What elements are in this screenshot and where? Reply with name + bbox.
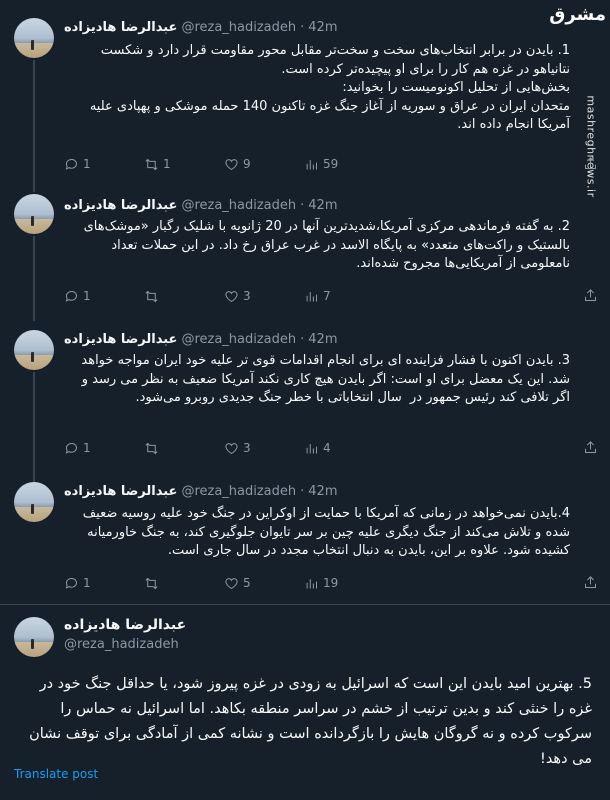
share-button[interactable] — [583, 156, 598, 175]
tweet-actions — [64, 440, 452, 456]
timestamp[interactable]: 42m — [308, 483, 338, 499]
retweet-icon — [144, 289, 159, 304]
avatar[interactable] — [14, 18, 54, 58]
like-button[interactable] — [224, 289, 304, 304]
separator-dot: · — [300, 197, 305, 213]
retweet-button[interactable] — [144, 576, 224, 591]
timestamp[interactable]: 42m — [308, 197, 338, 213]
like-count: 5 — [243, 576, 251, 590]
share-button[interactable] — [583, 440, 598, 459]
separator-dot: · — [300, 483, 305, 499]
retweet-icon — [144, 576, 159, 591]
tweet-text: 1. بایدن در برابر انتخاب‌های سخت و سخت‌تر مقابل محور مقاومت قرار دارد و شکست نتانیاهو در غزه هم کار را برای او پیچیده‌تر کرده است. بخش‌هایی از تحلیل اکونومیست را بخوانید: متحدان ایران در عراق و سوریه از آغاز جنگ غزه تاکنون 140 حمله موشکی و پهپادی علیه آمریکا انجام داده اند. — [89, 43, 570, 132]
views-button[interactable] — [304, 289, 384, 304]
timestamp[interactable]: 42m — [308, 19, 338, 35]
heart-icon — [224, 576, 239, 591]
author-handle[interactable]: @reza_hadizadeh — [181, 19, 297, 35]
share-icon — [583, 575, 598, 590]
author-handle[interactable]: @reza_hadizadeh — [181, 197, 297, 213]
share-button[interactable] — [583, 575, 598, 594]
avatar[interactable] — [14, 330, 54, 370]
reply-button[interactable] — [64, 289, 144, 304]
share-icon — [583, 440, 598, 455]
separator-dot: · — [300, 331, 305, 347]
heart-icon — [224, 289, 239, 304]
like-count: 9 — [243, 157, 251, 171]
reply-count: 1 — [83, 157, 91, 171]
reply-icon — [64, 441, 79, 456]
heart-icon — [224, 157, 239, 172]
views-count: 7 — [323, 289, 331, 303]
share-icon — [583, 156, 598, 171]
author-name[interactable]: عبدالرضا هادیزاده — [64, 331, 178, 347]
reply-button[interactable] — [64, 576, 144, 591]
views-button[interactable] — [304, 576, 384, 591]
tweet-actions — [64, 156, 452, 172]
views-button[interactable] — [304, 441, 384, 456]
like-button[interactable] — [224, 157, 304, 172]
mashregh-logo: مشرق — [549, 4, 606, 25]
tweet-actions — [64, 575, 452, 591]
author-name[interactable]: عبدالرضا هادیزاده — [64, 483, 178, 499]
retweet-button[interactable] — [144, 441, 224, 456]
reply-button[interactable] — [64, 157, 144, 172]
retweet-icon — [144, 157, 159, 172]
tweet-header — [64, 196, 570, 214]
views-button[interactable] — [304, 157, 384, 172]
retweet-count: 1 — [163, 157, 171, 171]
views-count: 4 — [323, 441, 331, 455]
reply-count: 1 — [83, 289, 91, 303]
views-icon — [304, 441, 319, 456]
share-button[interactable] — [583, 288, 598, 307]
reply-icon — [64, 157, 79, 172]
like-count: 3 — [243, 289, 251, 303]
views-icon — [304, 157, 319, 172]
retweet-button[interactable] — [144, 289, 224, 304]
timestamp[interactable]: 42m — [308, 331, 338, 347]
tweet-header — [64, 18, 570, 36]
author-name[interactable]: عبدالرضا هادیزاده — [64, 19, 178, 35]
author-handle[interactable]: @reza_hadizadeh — [181, 331, 297, 347]
views-icon — [304, 576, 319, 591]
reply-icon — [64, 576, 79, 591]
views-icon — [304, 289, 319, 304]
tweet-header — [64, 482, 570, 500]
tweet-header — [64, 330, 570, 348]
tweet-text: 3. بایدن اکنون با فشار فزاینده ای برای انجام اقدامات قوی تر علیه خود ایران مواجه خواهد شد. این یک معضل برای او است: اگر بایدن هیچ کاری نکند آمریکا ضعیف به نظر می رسد و اگر تلافی کند رئیس جمهور در سال انتخاباتی با خطر جنگ جدیدی روبرو می‌شود. — [77, 353, 570, 405]
thread-line — [33, 236, 35, 321]
reply-icon — [64, 289, 79, 304]
author-handle[interactable]: @reza_hadizadeh — [181, 483, 297, 499]
views-count: 19 — [323, 576, 339, 590]
thread-line — [33, 372, 35, 482]
main-tweet-text: 5. بهترین امید بایدن این است که اسرائیل به زودی در غزه پیروز شود، یا حداقل جنگ خود در غزه را خنثی کند و بدین ترتیب از خشم در سراسر منطقه بکاهد. اما اسرائیل نه حماس را سرکوب کرده و نه گروگان هایش را بازگردانده است و نشانه کمی از آمادگی برای توقف نشان می دهد! — [29, 676, 592, 767]
tweet-actions — [64, 288, 452, 304]
author-name[interactable]: عبدالرضا هادیزاده — [64, 617, 187, 633]
thread-line — [33, 60, 35, 192]
retweet-icon — [144, 441, 159, 456]
views-count: 59 — [323, 157, 339, 171]
retweet-button[interactable] — [144, 157, 224, 172]
author-name[interactable]: عبدالرضا هادیزاده — [64, 197, 178, 213]
divider — [0, 604, 610, 605]
avatar[interactable] — [14, 482, 54, 522]
tweet-text: 4.بایدن نمی‌خواهد در زمانی که آمریکا با حمایت از اوکراین در جنگ خود علیه روسیه ضعیف شده و تلاش می‌کند از جنگ دیگری علیه چین بر سر تایوان جلوگیری کند، به جنگ خاورمیانه کشیده شود. علاوه بر این، بایدن به دنبال انتخاب مجدد در سال جاری است. — [78, 506, 570, 558]
like-button[interactable] — [224, 441, 304, 456]
tweet-text: 2. به گفته فرماندهی مرکزی آمریکا،شدیدترین آنها در 20 ژانویه با شلیک رگبار «موشک‌های بالستیک و راکت‌های متعدد» به پایگاه الاسد در غرب عراق رخ داد. در این حملات تعداد نامعلومی از آمریکایی‌ها مجروح شده‌اند. — [79, 219, 570, 271]
reply-count: 1 — [83, 576, 91, 590]
author-handle[interactable]: @reza_hadizadeh — [64, 637, 179, 652]
separator-dot: · — [300, 19, 305, 35]
avatar[interactable] — [14, 617, 54, 657]
heart-icon — [224, 441, 239, 456]
share-icon — [583, 288, 598, 303]
watermark-url: mashreghnews.ir — [584, 95, 598, 198]
like-count: 3 — [243, 441, 251, 455]
avatar[interactable] — [14, 194, 54, 234]
like-button[interactable] — [224, 576, 304, 591]
translate-post-link[interactable]: Translate post — [14, 767, 99, 781]
reply-count: 1 — [83, 441, 91, 455]
reply-button[interactable] — [64, 441, 144, 456]
